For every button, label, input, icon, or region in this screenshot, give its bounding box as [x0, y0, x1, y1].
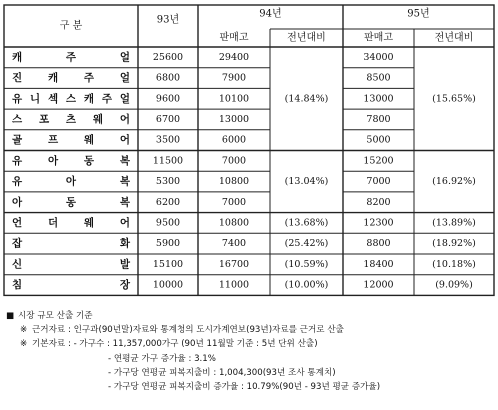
- sales-93-cell: 6700: [155, 113, 181, 125]
- sales-93-cell: 9500: [155, 217, 181, 229]
- category-label: 유아복: [12, 175, 130, 188]
- note-basis: [6, 337, 494, 351]
- note-household-growth: - 연평균 가구 증가율 : 3.1%: [108, 353, 216, 364]
- yoy-95-cell: (13.89%): [432, 217, 476, 229]
- sales-94-cell: 10100: [218, 93, 250, 105]
- sales-95-cell: 15200: [363, 155, 394, 167]
- header-category: 구 분: [59, 20, 83, 32]
- sales-93-cell: 11500: [152, 155, 184, 167]
- table-row: [12, 257, 394, 270]
- sales-94-cell: 7900: [221, 72, 247, 84]
- sales-95-cell: 12000: [363, 279, 394, 291]
- table-row: [12, 71, 391, 84]
- sales-94-cell: 11000: [218, 279, 250, 291]
- header-year-95: 95년: [407, 8, 430, 20]
- sales-93-cell: 25600: [152, 51, 184, 63]
- header-year-93: 93년: [156, 14, 180, 26]
- yoy-94-cell: (13.04%): [284, 176, 329, 188]
- sales-94-cell: 13000: [218, 113, 250, 125]
- table-row: [12, 237, 391, 250]
- yoy-95-cell: (9.09%): [435, 279, 473, 291]
- header-sales-94: 판매고: [219, 32, 249, 44]
- note-source: [6, 323, 494, 337]
- note-source-text: 근거자료 : 인구과(90년말)자료와 통계청의 도시가계연보(93년)자료를 근거로 산출: [32, 325, 344, 336]
- sales-94-cell: 7400: [221, 238, 247, 250]
- table-row: [12, 278, 394, 291]
- sales-95-cell: 7800: [366, 113, 391, 125]
- category-label: 침장: [12, 279, 130, 292]
- category-label: 신발: [12, 258, 130, 271]
- category-label: 아동복: [12, 196, 130, 209]
- sales-93-cell: 5900: [155, 238, 181, 250]
- table-row: [12, 195, 391, 208]
- sales-95-cell: 18400: [363, 258, 394, 270]
- sales-95-cell: 34000: [363, 51, 394, 63]
- sales-94-cell: 10800: [218, 217, 250, 229]
- square-bullet-icon: ■: [6, 311, 15, 321]
- table-row: [11, 112, 391, 125]
- table-grid: [4, 5, 494, 295]
- header-sales-95: 판매고: [364, 32, 393, 44]
- note-heading-text: 시장 규모 산출 기준: [18, 311, 93, 321]
- sales-93-cell: 6800: [155, 72, 181, 84]
- category-label: 캐주얼: [12, 51, 130, 64]
- yoy-94-cell: (10.59%): [284, 258, 329, 270]
- category-label: 진캐주얼: [12, 72, 130, 85]
- category-label: 유아동복: [12, 154, 130, 167]
- yoy-94-cell: (14.84%): [284, 93, 329, 105]
- sales-95-cell: 12300: [363, 217, 394, 229]
- yoy-95-cell: (10.18%): [432, 258, 476, 270]
- category-label: 언더웨어: [12, 216, 130, 229]
- yoy-95-cell: (18.92%): [432, 238, 476, 250]
- sales-95-cell: 8500: [366, 72, 391, 84]
- category-label: 골프웨어: [12, 134, 130, 147]
- sales-93-cell: 5300: [155, 176, 181, 188]
- table-row: [12, 216, 394, 229]
- sales-94-cell: 6000: [221, 134, 247, 146]
- note-basis-text: 기본자료 : - 가구수 : 11,357,000가구 (90년 11월말 기준 : 5년 단위 산출): [32, 339, 318, 350]
- header-yoy-95: 전년대비: [434, 32, 474, 44]
- sales-95-cell: 8200: [366, 196, 391, 208]
- yoy-95-cell: (16.92%): [432, 176, 476, 188]
- table-row: [12, 175, 391, 188]
- sales-93-cell: 9600: [155, 93, 181, 105]
- sales-95-cell: 7000: [366, 176, 391, 188]
- yoy-94-cell: (13.68%): [284, 217, 329, 229]
- reference-mark-icon: ※: [20, 325, 28, 336]
- category-label: 잡화: [12, 237, 130, 250]
- sales-93-cell: 3500: [155, 134, 181, 146]
- table-body: [11, 50, 394, 291]
- table-row: [12, 50, 394, 63]
- sales-95-cell: 5000: [366, 134, 391, 146]
- sales-94-cell: 10800: [218, 176, 250, 188]
- table-row: [12, 92, 394, 105]
- yoy-94-cell: (10.00%): [284, 279, 329, 291]
- header-year-94: 94년: [259, 8, 282, 20]
- note-spend-growth: - 가구당 연평균 피복지출비 증가율 : 10.79%(90년 - 93년 평균 증가율): [108, 382, 381, 393]
- header-yoy-94: 전년대비: [287, 32, 326, 44]
- category-label: 스포츠웨어: [12, 113, 130, 126]
- sales-94-cell: 7000: [221, 155, 247, 167]
- yoy-95-cell: (15.65%): [432, 93, 476, 105]
- table-row: [11, 133, 391, 146]
- sales-94-cell: 16700: [218, 258, 250, 270]
- sales-93-cell: 6200: [155, 196, 181, 208]
- table-row: [12, 154, 394, 167]
- sales-93-cell: 10000: [152, 279, 184, 291]
- sales-94-cell: 29400: [218, 51, 250, 63]
- notes-section: [6, 309, 494, 394]
- category-label: 유니섹스캐주얼: [12, 92, 130, 105]
- note-clothing-spend: - 가구당 연평균 피복지출비 : 1,004,300(93년 조사 통계치): [108, 367, 336, 378]
- table-header: [60, 7, 474, 44]
- reference-mark-icon: ※: [20, 339, 28, 350]
- sales-95-cell: 13000: [363, 93, 394, 105]
- yoy-94-cell: (25.42%): [284, 238, 329, 250]
- sales-95-cell: 8800: [366, 238, 391, 250]
- note-heading: [6, 309, 494, 323]
- sales-94-cell: 7000: [221, 196, 247, 208]
- sales-93-cell: 15100: [152, 258, 184, 270]
